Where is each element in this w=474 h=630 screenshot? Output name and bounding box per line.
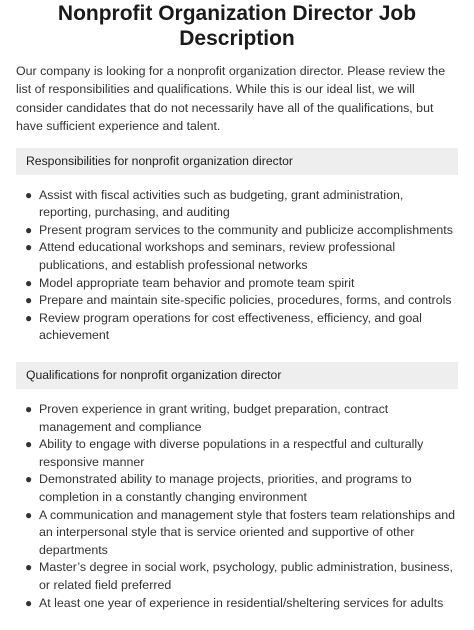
list-item-text: Attend educational workshops and seminars, review professional publications, and establish professional networks	[39, 240, 396, 272]
list-item-text: Prepare and maintain site-specific policies, procedures, forms, and controls	[39, 293, 452, 308]
list-item	[25, 559, 458, 594]
list-item-text: Demonstrated ability to manage projects, priorities, and programs to completion in a constantly changing environment	[39, 472, 412, 504]
qualifications-heading: Qualifications for nonprofit organization director	[16, 362, 458, 389]
list-item-text: Ability to engage with diverse populations in a respectful and culturally responsive manner	[39, 437, 424, 469]
bullet-dot-icon: ●	[25, 472, 33, 487]
list-item	[25, 436, 458, 471]
responsibilities-heading: Responsibilities for nonprofit organization director	[16, 148, 458, 175]
bullet-dot-icon: ●	[25, 560, 33, 575]
bullet-dot-icon: ●	[25, 437, 33, 452]
list-item-text: Master’s degree in social work, psychology, public administration, business, or related field preferred	[39, 560, 453, 592]
bullet-dot-icon: ●	[25, 293, 33, 308]
bullet-dot-icon: ●	[25, 595, 33, 610]
bullet-dot-icon: ●	[25, 222, 33, 237]
list-item	[25, 310, 458, 345]
qualifications-list	[16, 401, 458, 612]
list-item	[25, 401, 458, 436]
list-item	[25, 507, 458, 560]
list-item-text: Review program operations for cost effectiveness, efficiency, and goal achievement	[39, 310, 422, 343]
bullet-dot-icon: ●	[25, 401, 33, 416]
list-item	[25, 292, 458, 310]
list-item-text: At least one year of experience in residential/sheltering services for adults	[39, 595, 444, 610]
list-item	[25, 239, 458, 274]
list-item-text: Proven experience in grant writing, budget preparation, contract management and compliance	[39, 401, 389, 434]
list-item-text: Model appropriate team behavior and promote team spirit	[39, 275, 355, 290]
list-item	[25, 187, 458, 222]
list-item-text: Present program services to the community and publicize accomplishments	[39, 222, 453, 237]
list-item	[25, 222, 458, 240]
bullet-dot-icon: ●	[25, 187, 33, 202]
list-item	[25, 471, 458, 506]
bullet-dot-icon: ●	[25, 507, 33, 522]
bullet-dot-icon: ●	[25, 240, 33, 255]
intro-paragraph: Our company is looking for a nonprofit organization director. Please review the list of responsibilities and qualifications. While this is our ideal list, we will consider candidates that do not necessarily have all of the qualifications, but have sufficient experience and talent.	[16, 64, 446, 134]
responsibilities-list	[16, 187, 458, 345]
list-item-text: Assist with fiscal activities such as budgeting, grant administration, reporting, purchasing, and auditing	[39, 187, 404, 220]
list-item	[25, 595, 458, 613]
bullet-dot-icon: ●	[25, 310, 33, 325]
list-item-text: A communication and management style that fosters team relationships and an interpersonal style that is service oriented and supportive of other departments	[39, 507, 455, 557]
page-title: Nonprofit Organization Director Job Description	[57, 2, 417, 50]
bullet-dot-icon: ●	[25, 275, 33, 290]
list-item	[25, 275, 458, 293]
